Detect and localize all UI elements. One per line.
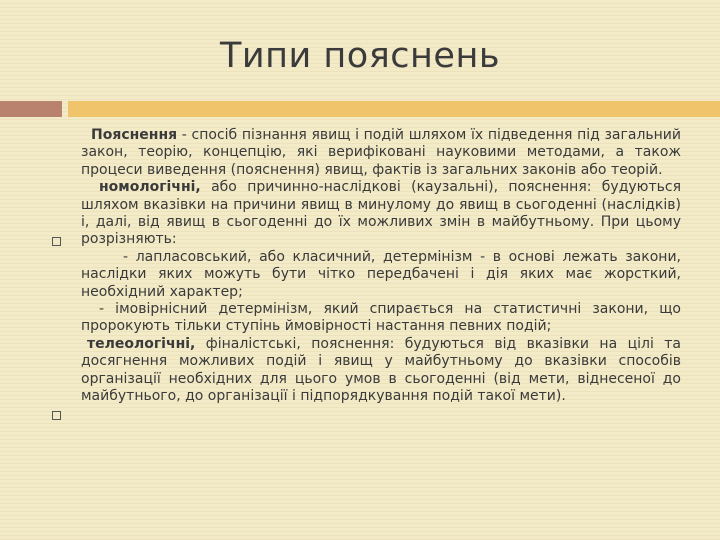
title-accent-bar-right	[68, 101, 720, 117]
nomological-text: або причинно-наслідкові (каузальні), пояснення: будуються шляхом вказівки на причини явищ в минулому до явищ в сьогоденні (наслідків) і, далі, від явищ в сьогоденні до їх можливих змін в майбутньому. При цьому розрізняють:	[81, 179, 681, 248]
bullet-icon	[52, 411, 61, 420]
bullet-icon	[52, 237, 61, 246]
intro-text: - спосіб пізнання явищ і подій шляхом їх підведення під загальний закон, теорію, концепцію, які верифіковані науковими методами, а також процеси виведення (пояснення) явищ, фактів із загальних законів або теорій.	[81, 127, 681, 178]
term-teleological: телеологічні,	[87, 335, 196, 352]
paragraph-probabilistic: - імовірнісний детермінізм, який спирається на статистичні закони, що пророкують тільки ступінь ймовірності настання певних подій;	[81, 301, 681, 335]
slide-title: Типи пояснень	[220, 36, 500, 76]
teleological-text: фіналістські, пояснення: будуються від вказівки на цілі та досягнення можливих подій і явищ у майбутньому до вказівки способів організації необхідних для цього умов в сьогоденні (від мети, віднесеної до майбутнього, до організації і підпорядкування подій такої мети).	[81, 335, 681, 405]
paragraph-nomological	[81, 179, 681, 249]
paragraph-teleological	[81, 336, 681, 406]
term-nomological: номологічні,	[99, 179, 201, 196]
paragraph-intro	[81, 127, 681, 179]
term-explanation: Пояснення	[91, 127, 178, 143]
title-accent-bar-left	[0, 101, 62, 117]
slide-body	[81, 127, 681, 406]
paragraph-laplace: - лапласовський, або класичний, детермінізм - в основі лежать закони, наслідки яких можуть бути чітко передбачені і дія яких має жорсткий, необхідний характер;	[81, 248, 681, 300]
